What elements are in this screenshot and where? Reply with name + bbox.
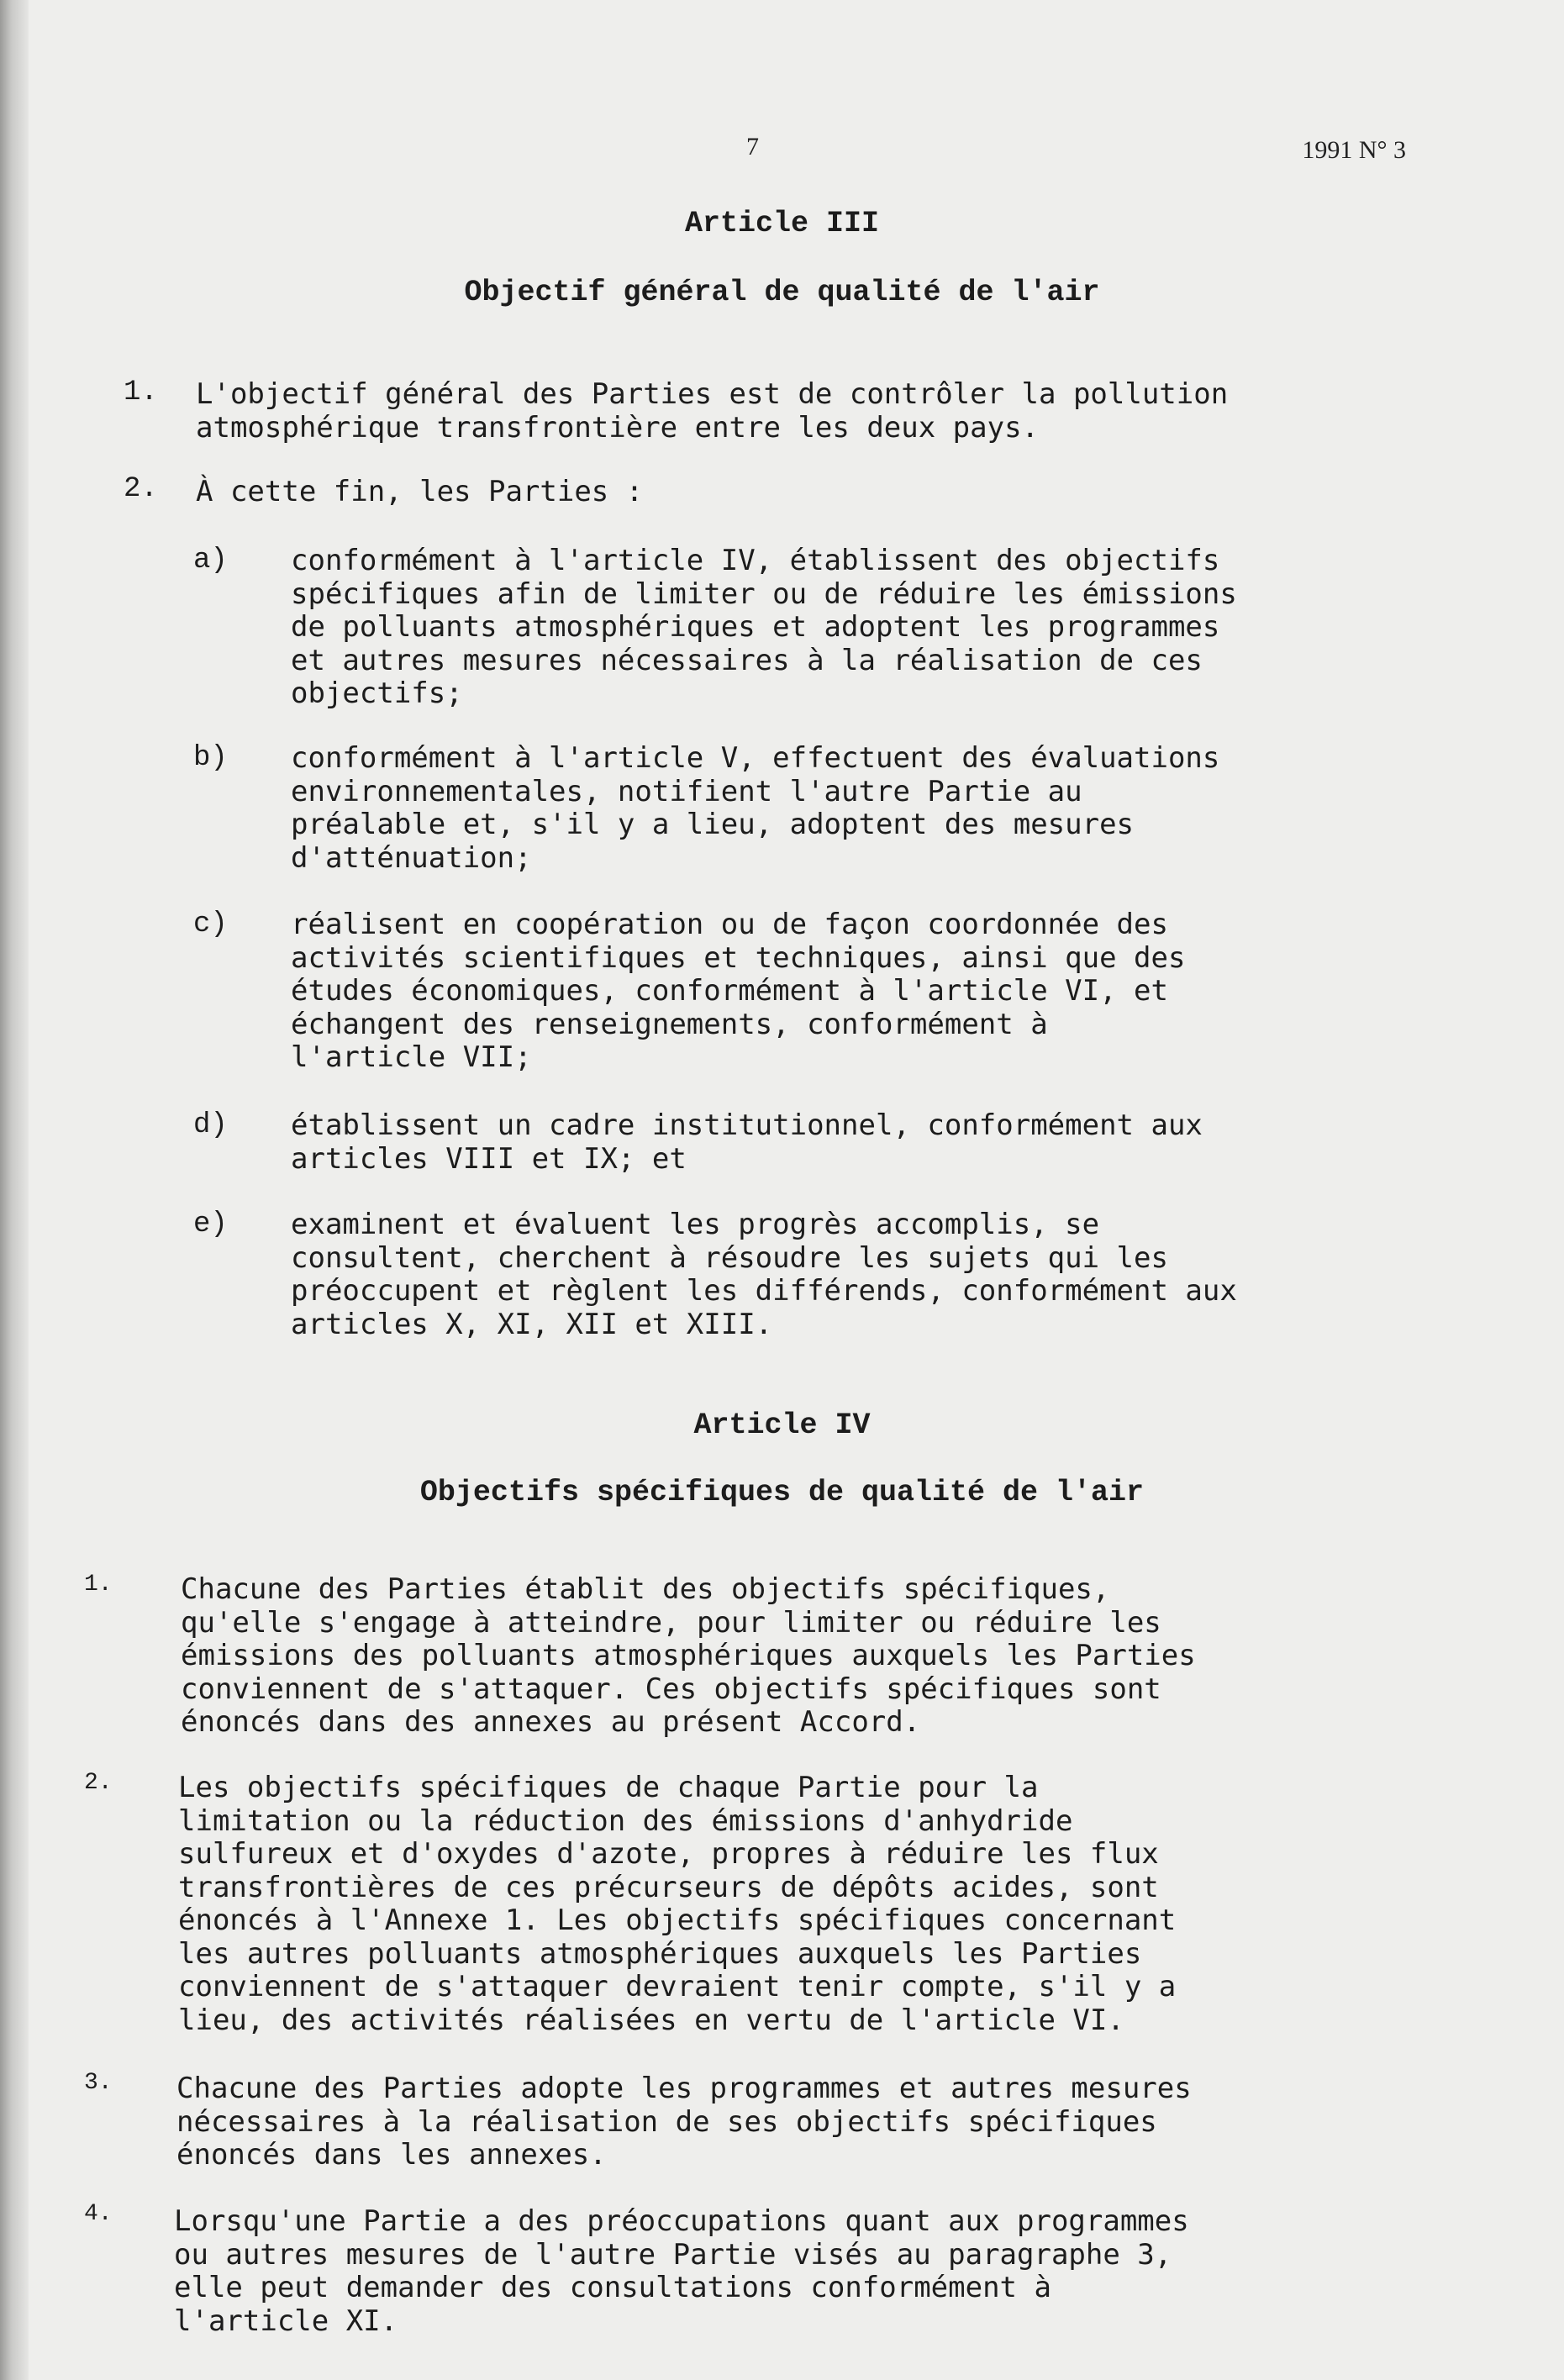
article-3-paragraph-1: L'objectif général des Parties est de contrôler la pollution atmosphérique transfrontière entre les deux pays.	[196, 377, 1229, 445]
article-3-paragraph-1-number: 1.	[124, 376, 158, 408]
article-4-paragraph-4: Lorsqu'une Partie a des préoccupations quant aux programmes ou autres mesures de l'autre Partie visés au paragraphe 3, elle peut demander des consultations conformément à l'article XI.	[174, 2204, 1189, 2338]
article-3-item-a-label: a)	[193, 545, 228, 577]
article-3-title: Article III	[684, 207, 880, 240]
article-3-item-c-label: c)	[193, 908, 228, 940]
article-4-paragraph-2: Les objectifs spécifiques de chaque Partie pour la limitation ou la réduction des émissions d'anhydride sulfureux et d'oxydes d'azote, propres à réduire les flux transfrontières de ces précurseurs de dépôts acides, sont énoncés à l'Annexe 1. Les objectifs spécifiques concernant les autres polluants atmosphériques auxquels les Parties conviennent de s'attaquer devraient tenir compte, s'il y a lieu, des activités réalisées en vertu de l'article VI.	[178, 1771, 1177, 2037]
article-4-paragraph-2-number: 2.	[84, 1770, 113, 1796]
article-4-paragraph-3: Chacune des Parties adopte les programmes et autres mesures nécessaires à la réalisation de ses objectifs spécifiques énoncés dans les annexes.	[176, 2072, 1192, 2172]
article-4-paragraph-1-number: 1.	[84, 1572, 113, 1598]
article-3-item-e: examinent et évaluent les progrès accomplis, se consultent, cherchent à résoudre les sujets qui les préoccupent et règlent les différends, conformément aux articles X, XI, XII et XIII.	[291, 1208, 1237, 1341]
article-3-item-a: conformément à l'article IV, établissent des objectifs spécifiques afin de limiter ou de réduire les émissions de polluants atmosphériques et adoptent les programmes et autres mesures nécessaires à la réalisation de ces objectifs;	[291, 544, 1237, 710]
page-binding-edge	[0, 0, 29, 2380]
article-4-subtitle: Objectifs spécifiques de qualité de l'air	[419, 1476, 1145, 1509]
issue-number: 1991 N° 3	[1302, 136, 1406, 164]
article-4-title: Article IV	[693, 1409, 871, 1442]
page-number: 7	[746, 133, 759, 161]
article-3-item-e-label: e)	[193, 1208, 228, 1240]
article-4-paragraph-3-number: 3.	[84, 2070, 113, 2096]
article-3-paragraph-2: À cette fin, les Parties :	[196, 475, 644, 508]
article-3-item-b-label: b)	[193, 742, 228, 774]
article-4-paragraph-1: Chacune des Parties établit des objectifs spécifiques, qu'elle s'engage à atteindre, pour limiter ou réduire les émissions des polluants atmosphériques auxquels les Parties conviennent de s'attaquer. Ces objectifs spécifiques sont énoncés dans des annexes au présent Accord.	[181, 1572, 1196, 1739]
article-3-item-b: conformément à l'article V, effectuent des évaluations environnementales, notifient l'autre Partie au préalable et, s'il y a lieu, adoptent des mesures d'atténuation;	[291, 741, 1220, 875]
article-3-paragraph-2-number: 2.	[124, 473, 158, 505]
article-3-subtitle: Objectif général de qualité de l'air	[464, 276, 1100, 309]
article-3-item-d-label: d)	[193, 1109, 228, 1141]
article-3-item-c: réalisent en coopération ou de façon coordonnée des activités scientifiques et techniques, ainsi que des études économiques, conformément à l'article VI, et échangent des renseignements, conformément à l'article VII;	[291, 908, 1186, 1074]
article-3-item-d: établissent un cadre institutionnel, conformément aux articles VIII et IX; et	[291, 1108, 1203, 1176]
article-4-paragraph-4-number: 4.	[84, 2201, 113, 2227]
